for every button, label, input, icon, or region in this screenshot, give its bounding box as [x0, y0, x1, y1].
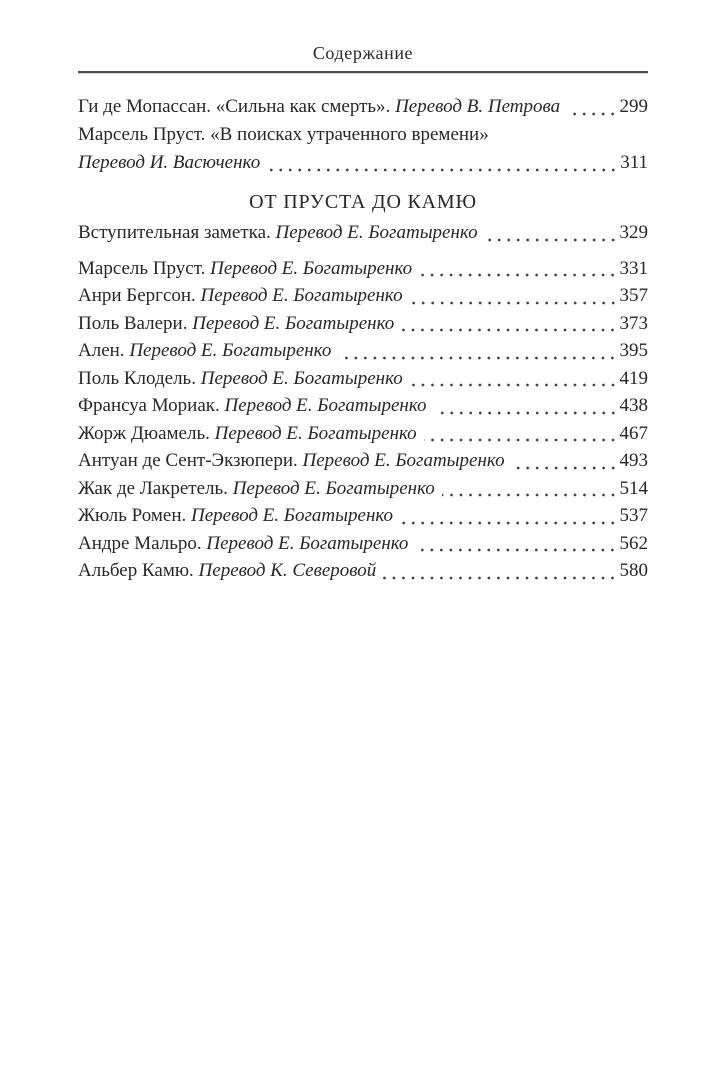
- entry-translator: Перевод Е. Богатыренко: [302, 450, 505, 471]
- entry-page-number: 395: [619, 340, 648, 361]
- entry-translator: Перевод Е. Богатыренко: [192, 312, 395, 334]
- dot-leader: [424, 438, 618, 442]
- entry-page-number: 357: [619, 285, 648, 306]
- dot-leader: [567, 112, 617, 116]
- header-rule: [78, 71, 648, 73]
- entry-page-number: 580: [619, 560, 648, 581]
- entry-page-number: 562: [619, 532, 648, 554]
- entry-title: Ги де Мопассан. «Сильна как смерть».: [78, 96, 396, 117]
- entry-page-number: 311: [620, 152, 648, 173]
- entry-translator: Перевод Е. Богатыренко: [191, 505, 394, 526]
- entry-title: Марсель Пруст.: [78, 257, 211, 279]
- toc-entry: [78, 310, 648, 338]
- entry-title: Андре Мальро.: [78, 532, 207, 554]
- entry-title: Вступительная заметка.: [78, 222, 276, 243]
- entry-page-number: 493: [619, 450, 648, 471]
- dot-leader: [401, 328, 617, 332]
- entry-page-number: 419: [619, 367, 648, 389]
- entry-translator: Перевод Е. Богатыренко: [129, 340, 332, 361]
- toc-entry: [78, 121, 648, 149]
- dot-leader: [415, 548, 617, 552]
- entry-translator: Перевод Е. Богатыренко: [232, 477, 435, 499]
- entry-page-number: 329: [619, 222, 648, 243]
- entry-translator: Перевод Е. Богатыренко: [200, 285, 403, 306]
- entry-translator: Перевод Е. Богатыренко: [210, 257, 413, 279]
- entry-translator: Перевод Е. Богатыренко: [200, 367, 403, 389]
- dot-leader: [442, 493, 618, 497]
- entry-title: Марсель Пруст. «В поисках утраченного времени»: [78, 124, 489, 145]
- entry-title: Жак де Лакретель.: [78, 477, 233, 499]
- entry-translator: Перевод Е. Богатыренко: [224, 395, 427, 416]
- toc-entry: [78, 337, 648, 365]
- toc-entry: [78, 502, 648, 530]
- toc-entry: [78, 557, 648, 585]
- dot-leader: [512, 466, 618, 470]
- dot-leader: [419, 273, 617, 277]
- toc-entry: [78, 149, 648, 177]
- toc-entry: [78, 530, 648, 558]
- entry-page-number: 438: [619, 395, 648, 416]
- entry-page-number: 299: [619, 96, 648, 117]
- entry-title: Поль Валери.: [78, 312, 193, 334]
- entry-page-number: 537: [619, 505, 648, 526]
- entry-translator: Перевод К. Северовой: [198, 560, 377, 581]
- dot-leader: [410, 301, 618, 305]
- toc-entry: [78, 282, 648, 310]
- entry-page-number: 467: [619, 422, 648, 444]
- entry-translator: Перевод И. Васюченко: [78, 152, 261, 173]
- toc-entry: [78, 93, 648, 121]
- dot-leader: [267, 168, 618, 172]
- entry-title: Альбер Камю.: [78, 560, 199, 581]
- toc-entry: [78, 392, 648, 420]
- toc-entry: [78, 255, 648, 283]
- toc-entry: [78, 219, 648, 247]
- entry-page-number: 514: [619, 477, 648, 499]
- dot-leader: [485, 238, 618, 242]
- dot-leader: [338, 356, 617, 360]
- entry-title: Ален.: [78, 340, 130, 361]
- dot-leader: [434, 411, 618, 415]
- entry-translator: Перевод В. Петрова: [395, 96, 561, 117]
- page-title: Содержание: [312, 43, 414, 63]
- toc-entry: [78, 447, 648, 475]
- entry-translator: Перевод Е. Богатыренко: [214, 422, 417, 444]
- entry-title: Антуан де Сент-Экзюпери.: [78, 450, 303, 471]
- entry-title: Анри Бергсон.: [78, 285, 201, 306]
- toc-list-top: [78, 93, 648, 177]
- toc-entry: [78, 365, 648, 393]
- entry-page-number: 331: [619, 257, 648, 279]
- toc-list-main: [78, 219, 648, 585]
- dot-leader: [400, 521, 617, 525]
- section-heading: ОТ ПРУСТА ДО КАМЮ: [249, 191, 477, 213]
- entry-title: Жюль Ромен.: [78, 505, 191, 526]
- dot-leader: [383, 576, 617, 580]
- toc-entry: [78, 420, 648, 448]
- entry-page-number: 373: [619, 312, 648, 334]
- dot-leader: [410, 383, 618, 387]
- toc-entry: [78, 475, 648, 503]
- entry-title: Жорж Дюамель.: [78, 422, 215, 444]
- entry-title: Поль Клодель.: [78, 367, 201, 389]
- entry-translator: Перевод Е. Богатыренко: [206, 532, 409, 554]
- entry-translator: Перевод Е. Богатыренко: [275, 222, 478, 243]
- entry-title: Франсуа Мориак.: [78, 395, 225, 416]
